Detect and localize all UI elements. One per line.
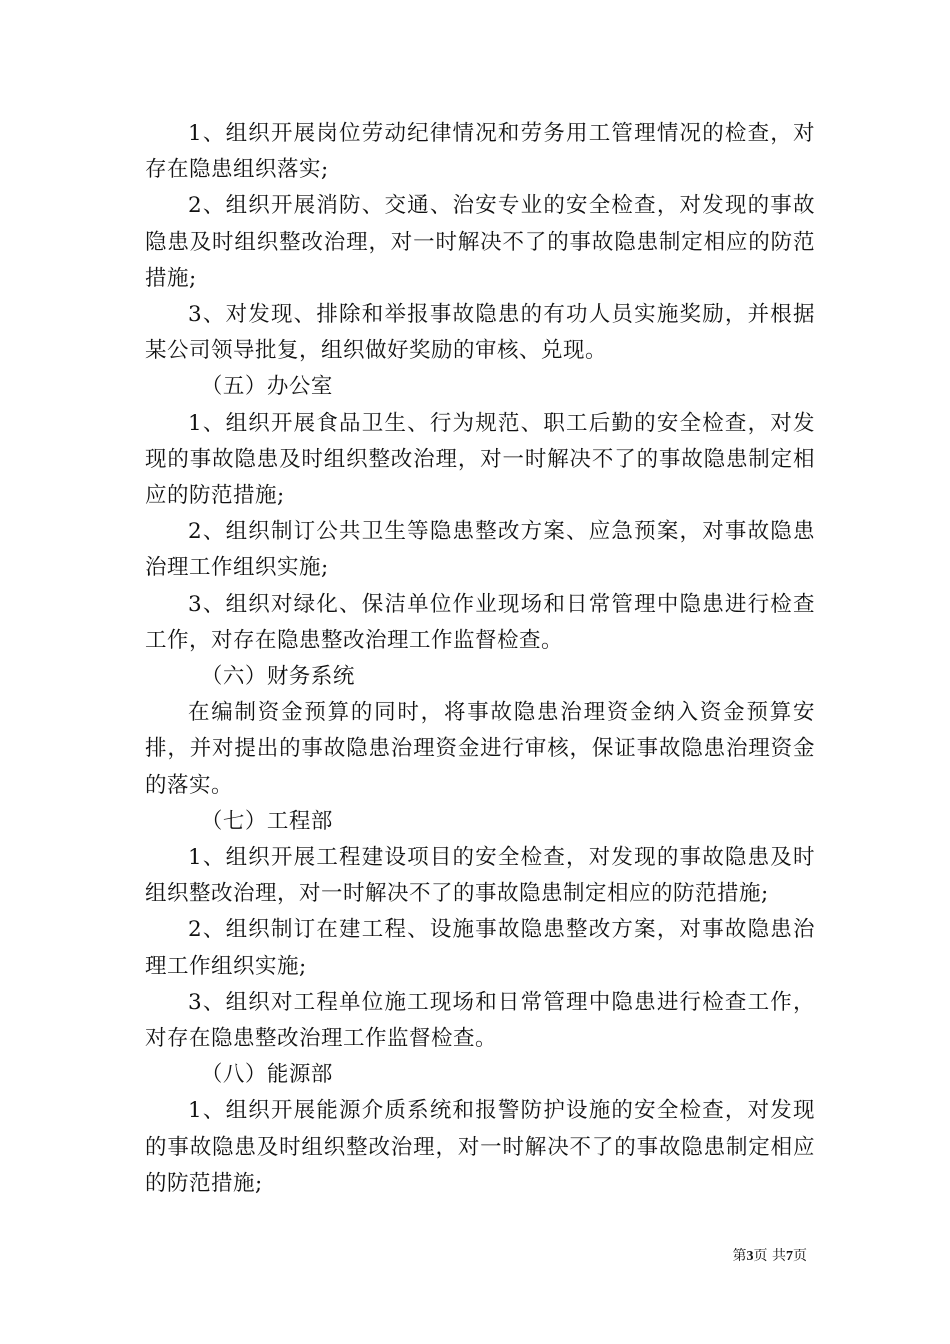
paragraph: 3、组织对工程单位施工现场和日常管理中隐患进行检查工作，对存在隐患整改治理工作监督检查。	[145, 989, 815, 1052]
section-heading: （七）工程部	[200, 808, 333, 834]
paragraph: 2、组织制订公共卫生等隐患整改方案、应急预案，对事故隐患治理工作组织实施;	[145, 519, 815, 581]
paragraph: 2、组织制订在建工程、设施事故隐患整改方案，对事故隐患治理工作组织实施;	[145, 917, 815, 979]
footer-middle: 页 共	[753, 1248, 786, 1264]
page-footer	[733, 1247, 807, 1266]
section-heading: （五）办公室	[200, 374, 333, 400]
paragraph: 3、组织对绿化、保洁单位作业现场和日常管理中隐患进行检查工作，对存在隐患整改治理工作监督检查。	[145, 591, 815, 653]
section-heading: （八）能源部	[200, 1062, 333, 1088]
document-body	[145, 116, 815, 1202]
paragraph: 1、组织开展能源介质系统和报警防护设施的安全检查，对发现的事故隐患及时组织整改治理，对一时解决不了的事故隐患制定相应的防范措施;	[145, 1098, 815, 1196]
paragraph: 3、对发现、排除和举报事故隐患的有功人员实施奖励，并根据某公司领导批复，组织做好奖励的审核、兑现。	[145, 302, 815, 364]
footer-suffix: 页	[793, 1248, 807, 1264]
paragraph: 1、组织开展工程建设项目的安全检查，对发现的事故隐患及时组织整改治理，对一时解决不了的事故隐患制定相应的防范措施;	[145, 845, 815, 907]
footer-total-pages: 7	[786, 1249, 793, 1264]
paragraph: 1、组织开展岗位劳动纪律情况和劳务用工管理情况的检查，对存在隐患组织落实;	[145, 121, 815, 183]
section-heading: （六）财务系统	[200, 664, 355, 690]
footer-page-number: 3	[746, 1249, 754, 1264]
paragraph: 在编制资金预算的同时，将事故隐患治理资金纳入资金预算安排，并对提出的事故隐患治理资金进行审核，保证事故隐患治理资金的落实。	[145, 700, 815, 798]
footer-prefix: 第	[732, 1248, 747, 1264]
paragraph: 1、组织开展食品卫生、行为规范、职工后勤的安全检查，对发现的事故隐患及时组织整改治理，对一时解决不了的事故隐患制定相应的防范措施;	[145, 410, 815, 509]
paragraph: 2、组织开展消防、交通、治安专业的安全检查，对发现的事故隐患及时组织整改治理，对一时解决不了的事故隐患制定相应的防范措施;	[145, 193, 815, 291]
